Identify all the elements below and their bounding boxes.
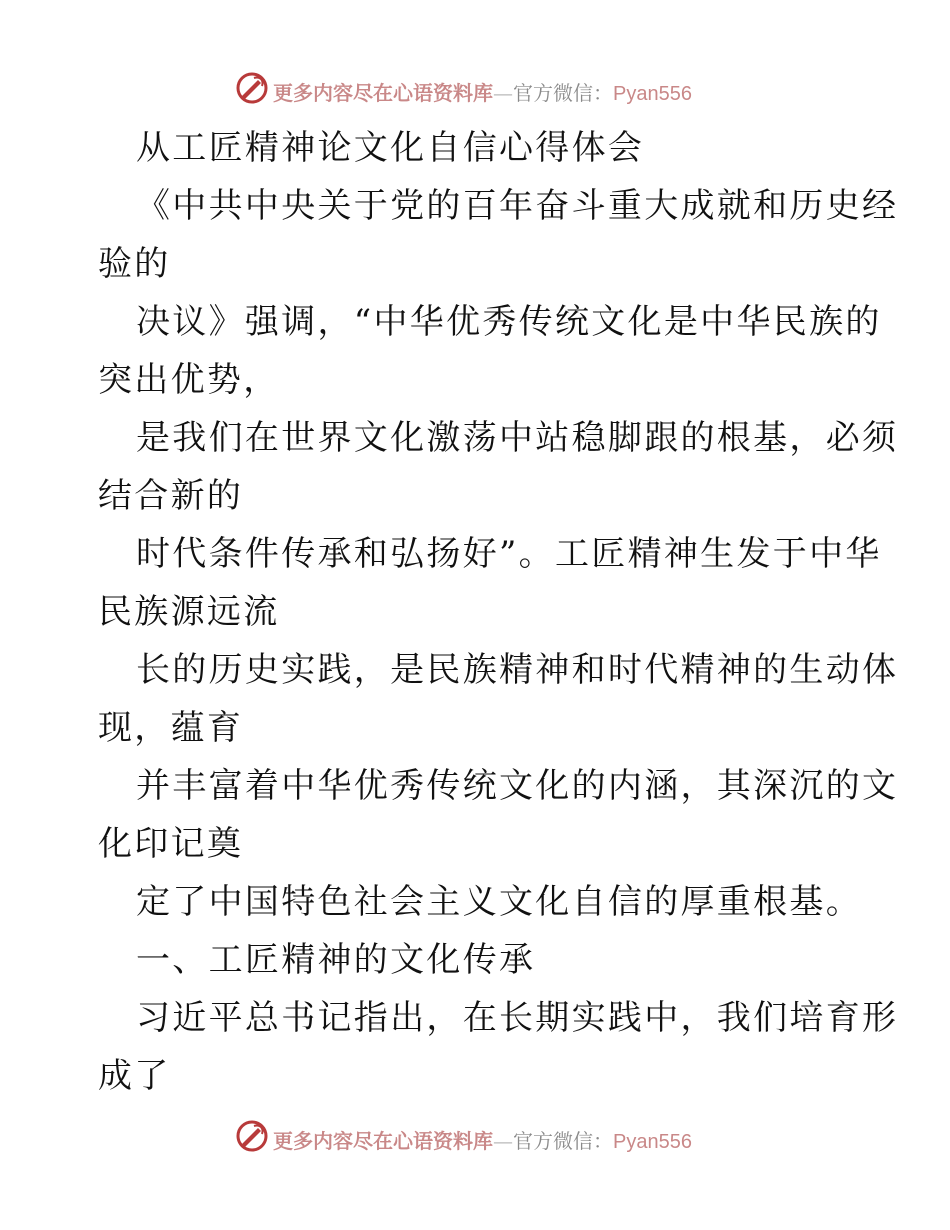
footer-banner[interactable] bbox=[0, 1118, 950, 1158]
quill-logo-icon bbox=[234, 1118, 270, 1154]
body-line: 定了中国特色社会主义文化自信的厚重根基。 bbox=[136, 882, 862, 922]
banner-wechat-id: Pyan556 bbox=[613, 1131, 692, 1153]
banner-separator: — bbox=[493, 1129, 513, 1153]
banner-separator: — bbox=[493, 81, 513, 105]
body-line: 结合新的 bbox=[98, 476, 244, 516]
banner-main-text: 更多内容尽在心语资料库 bbox=[273, 1129, 493, 1153]
quill-logo-icon bbox=[234, 70, 270, 106]
header-banner[interactable] bbox=[0, 70, 950, 110]
body-line: 化印记奠 bbox=[98, 824, 244, 864]
body-line: 《中共中央关于党的百年奋斗重大成就和历史经 bbox=[136, 186, 899, 226]
banner-wechat-label: 官方微信： bbox=[513, 1129, 613, 1153]
body-line: 民族源远流 bbox=[98, 592, 280, 632]
body-line: 长的历史实践，是民族精神和时代精神的生动体 bbox=[136, 650, 899, 690]
body-line: 决议》强调，“中华优秀传统文化是中华民族的 bbox=[136, 302, 882, 342]
banner-text bbox=[273, 1125, 692, 1154]
body-line: 突出优势， bbox=[98, 360, 280, 400]
body-line: 成了 bbox=[98, 1056, 171, 1096]
banner-main-text: 更多内容尽在心语资料库 bbox=[273, 81, 493, 105]
section-heading: 一、工匠精神的文化传承 bbox=[136, 940, 536, 980]
body-line: 现，蕴育 bbox=[98, 708, 244, 748]
body-line: 验的 bbox=[98, 244, 171, 284]
banner-text bbox=[273, 77, 692, 106]
body-line: 习近平总书记指出，在长期实践中，我们培育形 bbox=[136, 998, 899, 1038]
body-line: 时代条件传承和弘扬好”。工匠精神生发于中华 bbox=[136, 534, 882, 574]
document-title: 从工匠精神论文化自信心得体会 bbox=[136, 128, 645, 168]
body-line: 并丰富着中华优秀传统文化的内涵，其深沉的文 bbox=[136, 766, 899, 806]
banner-wechat-label: 官方微信： bbox=[513, 81, 613, 105]
body-line: 是我们在世界文化激荡中站稳脚跟的根基，必须 bbox=[136, 418, 899, 458]
banner-wechat-id: Pyan556 bbox=[613, 83, 692, 105]
